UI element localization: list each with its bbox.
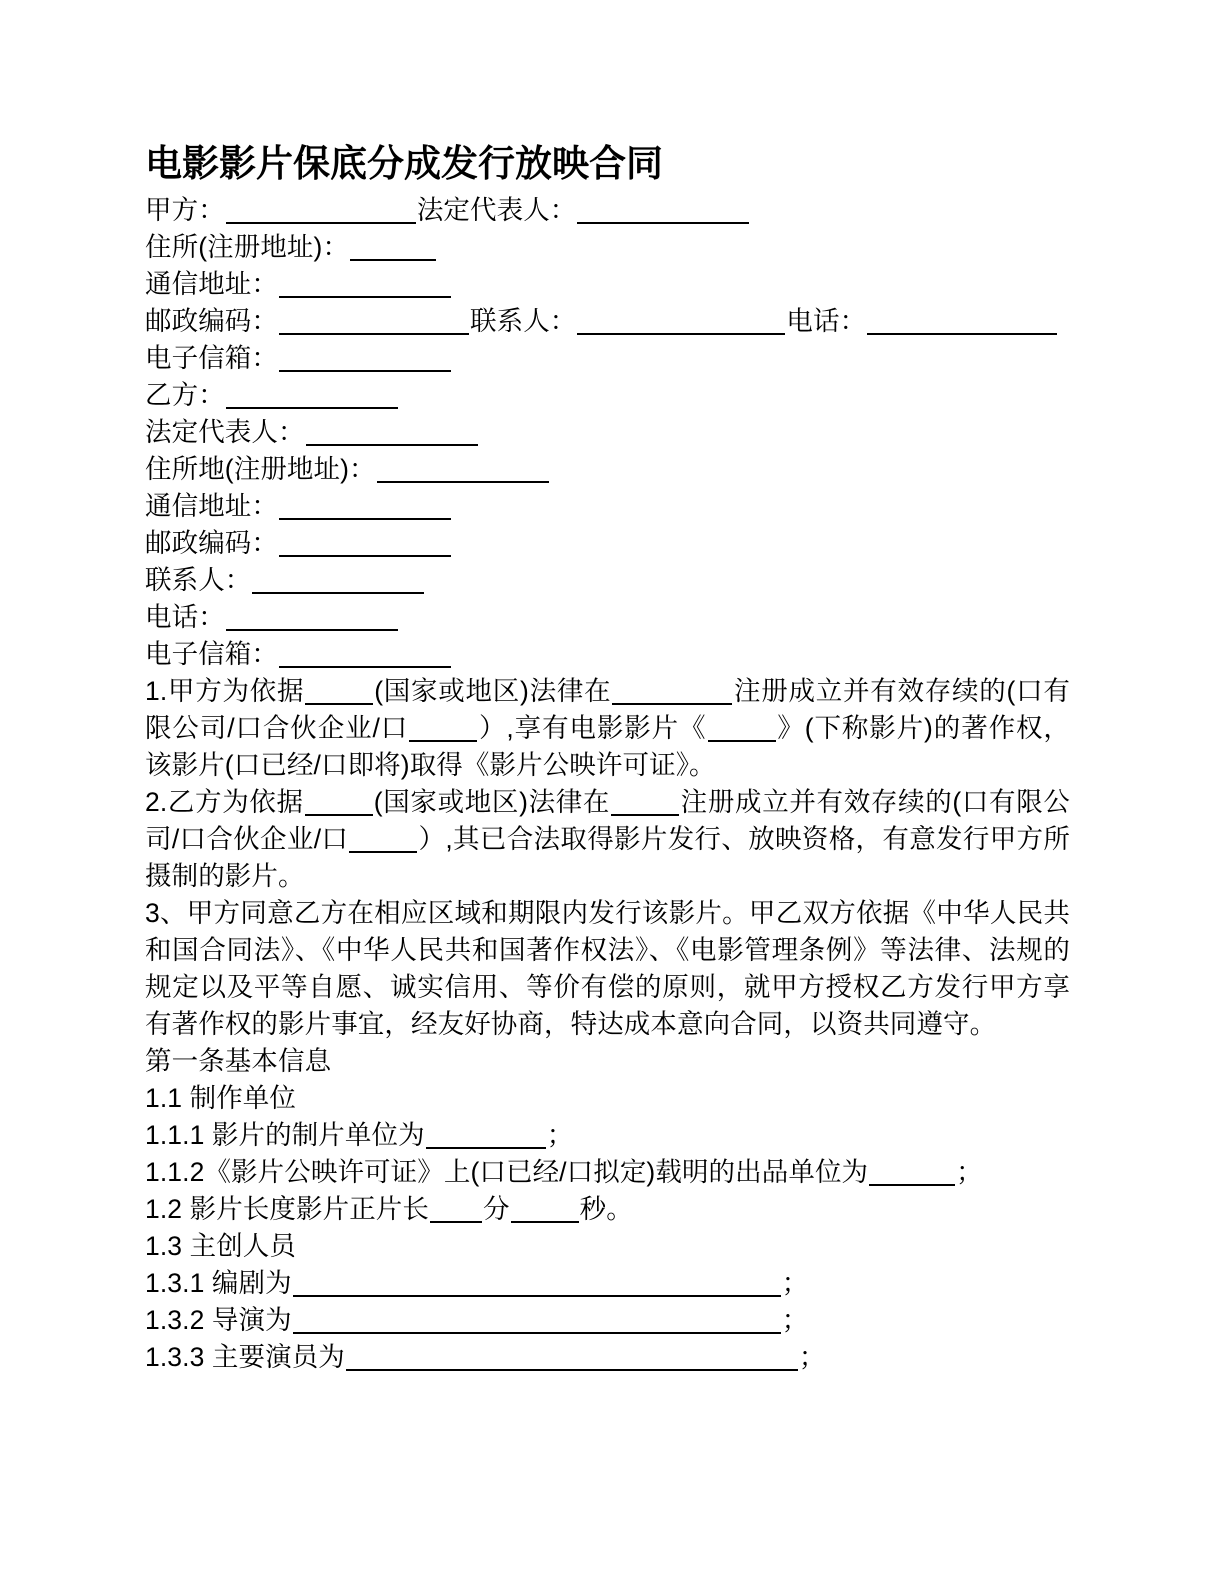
party-a-phone-blank[interactable]: [867, 308, 1057, 335]
party-a-email-label: 电子信箱：: [145, 343, 278, 373]
party-a-domicile-line: [145, 229, 1070, 266]
section-1-3-3-blank[interactable]: [346, 1344, 798, 1371]
party-b-postcode-label: 邮政编码：: [145, 528, 278, 558]
clause-1-entity-other-blank[interactable]: [409, 715, 477, 742]
party-b-domicile-label: 住所地(注册地址)：: [145, 454, 376, 484]
party-a-name-blank[interactable]: [226, 197, 416, 224]
section-1-3-2-blank[interactable]: [293, 1307, 781, 1334]
clause-2-place-blank[interactable]: [611, 789, 679, 816]
section-1-1-2-blank[interactable]: [869, 1159, 955, 1186]
recital-clause-3: 3、甲方同意乙方在相应区域和期限内发行该影片。甲乙双方依据《中华人民共和国合同法》、《中华人民共和国著作权法》、《电影管理条例》等法律、法规的规定以及平等自愿、诚实信用、等价有偿的原则，就甲方授权乙方发行甲方享有著作权的影片事宜，经友好协商，特达成本意向合同，以资共同遵守。: [145, 898, 1070, 1039]
party-a-contact-label: 联系人：: [470, 306, 577, 336]
party-b-postcode-blank[interactable]: [279, 530, 451, 557]
section-1-3-1-label: 1.3.1 编剧为: [145, 1268, 292, 1298]
section-1-1-1-line: [145, 1117, 1070, 1154]
clause-1-text-3: 注册成立并有效存续的(口有限公司/口合伙企业/口: [145, 676, 1070, 743]
party-a-phone-label: 电话：: [786, 306, 867, 336]
party-b-contact-line: [145, 562, 1070, 599]
clause-2-text-1: 2.乙方为依据: [145, 787, 304, 817]
section-1-2-seconds-unit: 秒。: [579, 1194, 633, 1224]
clause-1-place-blank[interactable]: [612, 678, 732, 705]
section-1-3-1-line: [145, 1265, 1070, 1302]
party-b-mail-address-blank[interactable]: [279, 493, 451, 520]
section-1-3-3-suffix: ；: [798, 1342, 826, 1372]
section-1-3-heading: 1.3 主创人员: [145, 1231, 297, 1261]
party-b-email-blank[interactable]: [279, 641, 451, 668]
section-1-3-2-label: 1.3.2 导演为: [145, 1305, 292, 1335]
party-a-domicile-blank[interactable]: [350, 234, 436, 261]
section-1-3-3-line: [145, 1339, 1070, 1376]
party-a-email-blank[interactable]: [279, 345, 451, 372]
section-1-2-minutes-unit: 分: [483, 1194, 510, 1224]
section-1-1-heading: 1.1 制作单位: [145, 1083, 297, 1113]
party-a-postcode-label: 邮政编码：: [145, 306, 278, 336]
party-b-domicile-blank[interactable]: [377, 456, 549, 483]
party-b-contact-blank[interactable]: [252, 567, 424, 594]
party-b-name-line: [145, 377, 1070, 414]
party-b-name-blank[interactable]: [226, 382, 398, 409]
party-a-postcode-blank[interactable]: [279, 308, 469, 335]
party-b-contact-label: 联系人：: [145, 565, 252, 595]
party-b-postcode-line: [145, 525, 1070, 562]
clause-2-text-3: 注册成立并有效存续的(口有限公司/口合伙企业/口: [145, 787, 1070, 854]
clause-1-country-blank[interactable]: [305, 678, 373, 705]
party-b-domicile-line: [145, 451, 1070, 488]
party-b-mail-address-line: [145, 488, 1070, 525]
recital-clause-1: [145, 673, 1070, 784]
section-1-1-2-line: [145, 1154, 1070, 1191]
party-b-legal-rep-label: 法定代表人：: [145, 417, 305, 447]
party-a-mail-address-line: [145, 266, 1070, 303]
article-1-heading: 第一条基本信息: [145, 1046, 332, 1076]
clause-1-text-1: 1.甲方为依据: [145, 676, 305, 706]
clause-1-text-2: (国家或地区)法律在: [374, 676, 612, 706]
section-1-2-label: 1.2 影片长度影片正片长: [145, 1194, 430, 1224]
party-a-name-label: 甲方：: [145, 195, 225, 225]
clause-2-text-4: ）,其已合法取得影片发行、放映资格，有意发行甲方所摄制的影片。: [145, 824, 1070, 891]
party-a-mail-address-label: 通信地址：: [145, 269, 278, 299]
clause-2-entity-other-blank[interactable]: [349, 826, 417, 853]
party-a-name-line: [145, 192, 1070, 229]
section-1-3-2-suffix: ；: [781, 1305, 809, 1335]
section-1-1-2-suffix: ；: [956, 1157, 983, 1187]
document-body: [145, 140, 1070, 1376]
party-b-phone-label: 电话：: [145, 602, 225, 632]
clause-1-text-4: ）,享有电影影片《: [478, 713, 707, 743]
party-a-legal-rep-label: 法定代表人：: [416, 195, 577, 225]
section-1-1-1-blank[interactable]: [426, 1122, 546, 1149]
party-b-mail-address-label: 通信地址：: [145, 491, 278, 521]
party-b-legal-rep-blank[interactable]: [306, 419, 478, 446]
clause-2-country-blank[interactable]: [305, 789, 373, 816]
clause-2-text-2: (国家或地区)法律在: [373, 787, 611, 817]
section-1-3-2-line: [145, 1302, 1070, 1339]
recital-clause-2: [145, 784, 1070, 895]
party-b-phone-line: [145, 599, 1070, 636]
party-b-email-label: 电子信箱：: [145, 639, 278, 669]
party-a-postcode-line: [145, 303, 1070, 377]
section-1-1-2-label: 1.1.2《影片公映许可证》上(口已经/口拟定)载明的出品单位为: [145, 1157, 869, 1187]
section-1-3-1-blank[interactable]: [293, 1270, 781, 1297]
page-title: 电影影片保底分成发行放映合同: [145, 143, 663, 184]
section-1-2-line: [145, 1191, 1070, 1228]
clause-1-film-title-blank[interactable]: [708, 715, 776, 742]
party-a-mail-address-blank[interactable]: [279, 271, 451, 298]
section-1-1-1-label: 1.1.1 影片的制片单位为: [145, 1120, 425, 1150]
party-b-legal-rep-line: [145, 414, 1070, 451]
section-1-3-3-label: 1.3.3 主要演员为: [145, 1342, 345, 1372]
section-1-1-1-suffix: ；: [546, 1120, 574, 1150]
party-a-domicile-label: 住所(注册地址)：: [145, 232, 350, 262]
party-a-contact-blank[interactable]: [577, 308, 785, 335]
party-b-email-line: [145, 636, 1070, 673]
section-1-2-minutes-blank[interactable]: [430, 1196, 482, 1223]
party-b-name-label: 乙方：: [145, 380, 225, 410]
section-1-3-1-suffix: ；: [781, 1268, 809, 1298]
section-1-2-seconds-blank[interactable]: [511, 1196, 579, 1223]
party-a-legal-rep-blank[interactable]: [577, 197, 749, 224]
clause-1-text-5: 》(下称影片)的著作权，该影片(口已经/口即将)取得《影片公映许可证》。: [145, 713, 1071, 780]
party-b-phone-blank[interactable]: [226, 604, 398, 631]
